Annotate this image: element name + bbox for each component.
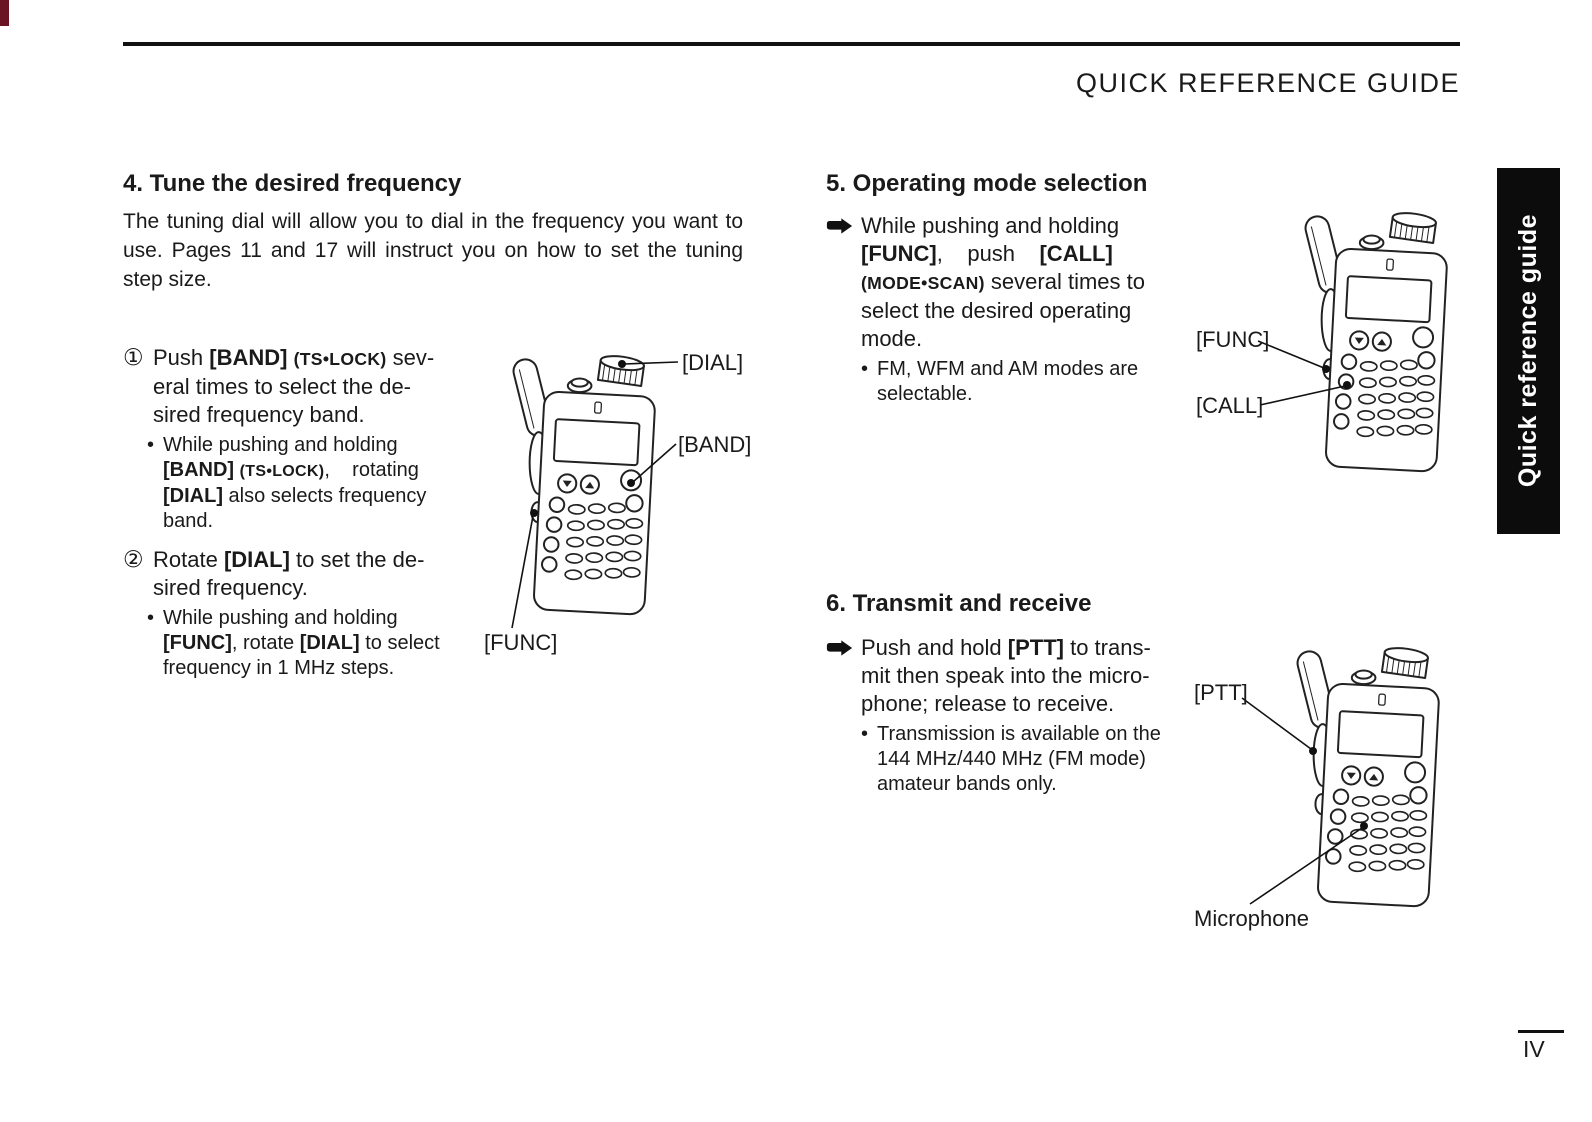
- section4-title: 4. Tune the desired frequency: [123, 170, 462, 197]
- section4-steps: [123, 344, 483, 693]
- header-rule: [123, 42, 1460, 46]
- section6-title: 6. Transmit and receive: [826, 590, 1092, 617]
- section6-instruction: [826, 634, 1196, 809]
- figure-radio-mode: [1188, 203, 1483, 533]
- section4-intro: The tuning dial will allow you to dial in the frequency you want to use. Pages 11 and 17 will instruct you on how to set the tuning step size.: [123, 210, 743, 291]
- page-number: IV: [1523, 1036, 1545, 1062]
- section5-title: 5. Operating mode selection: [826, 170, 1148, 197]
- section5-note: [861, 357, 1145, 407]
- instruction-arrow-icon: [826, 639, 853, 657]
- step-2-text: Rotate [DIAL] to set the de- sired frequency.: [153, 547, 425, 600]
- func-callout-label: [FUNC]: [484, 630, 558, 655]
- step-2-number: ②: [123, 547, 144, 573]
- bullet-icon: •: [861, 723, 869, 745]
- step-2: [123, 546, 483, 602]
- radio-illustration: [478, 348, 778, 678]
- figure-radio-tuning: [478, 348, 778, 678]
- section5-note-text: FM, WFM and AM modes are selectable.: [877, 358, 1139, 405]
- step-1-text: Push [BAND] (TS•LOCK) sev- eral times to select the de- sired frequency band.: [153, 345, 435, 427]
- step-1-number: ①: [123, 345, 144, 371]
- step-2-note-text: While pushing and holding [FUNC], rotate [DIAL] to select frequency in 1 MHz steps.: [163, 607, 440, 679]
- page-number-rule: [1518, 1030, 1564, 1033]
- step-1-note: [147, 433, 483, 534]
- dial-callout-label: [DIAL]: [682, 350, 744, 375]
- section5-text: While pushing and holding [FUNC], push [CALL] (MODE•SCAN) several times to select the desired operating mode.: [861, 213, 1145, 351]
- bullet-icon: •: [861, 358, 869, 380]
- instruction-arrow-icon: [826, 217, 853, 235]
- side-tab-label: Quick reference guide: [1514, 214, 1542, 488]
- scan-edge-artifact: [0, 0, 9, 26]
- section5-instruction: [826, 212, 1186, 419]
- bullet-icon: •: [147, 607, 155, 629]
- radio-illustration: [1188, 203, 1483, 533]
- page-header-title: QUICK REFERENCE GUIDE: [1075, 68, 1460, 98]
- side-index-tab: [1497, 168, 1560, 534]
- step-2-note: [147, 606, 483, 681]
- band-callout-label: [BAND]: [678, 432, 752, 457]
- figure-radio-transmit: [1188, 640, 1488, 952]
- ptt-callout-label: [PTT]: [1194, 680, 1248, 705]
- step-1: [123, 344, 483, 429]
- microphone-callout-label: Microphone: [1194, 906, 1309, 931]
- section6-text: Push and hold [PTT] to trans- mit then speak into the micro- phone; release to receive.: [861, 635, 1151, 716]
- func-callout-label: [FUNC]: [1196, 327, 1270, 352]
- section6-note: [861, 722, 1161, 797]
- step-1-note-text: While pushing and holding [BAND] (TS•LOCK), rotating [DIAL] also selects frequency band.: [163, 434, 427, 532]
- section6-note-text: Transmission is available on the 144 MHz/440 MHz (FM mode) amateur bands only.: [877, 723, 1161, 795]
- call-callout-label: [CALL]: [1196, 393, 1264, 418]
- bullet-icon: •: [147, 434, 155, 456]
